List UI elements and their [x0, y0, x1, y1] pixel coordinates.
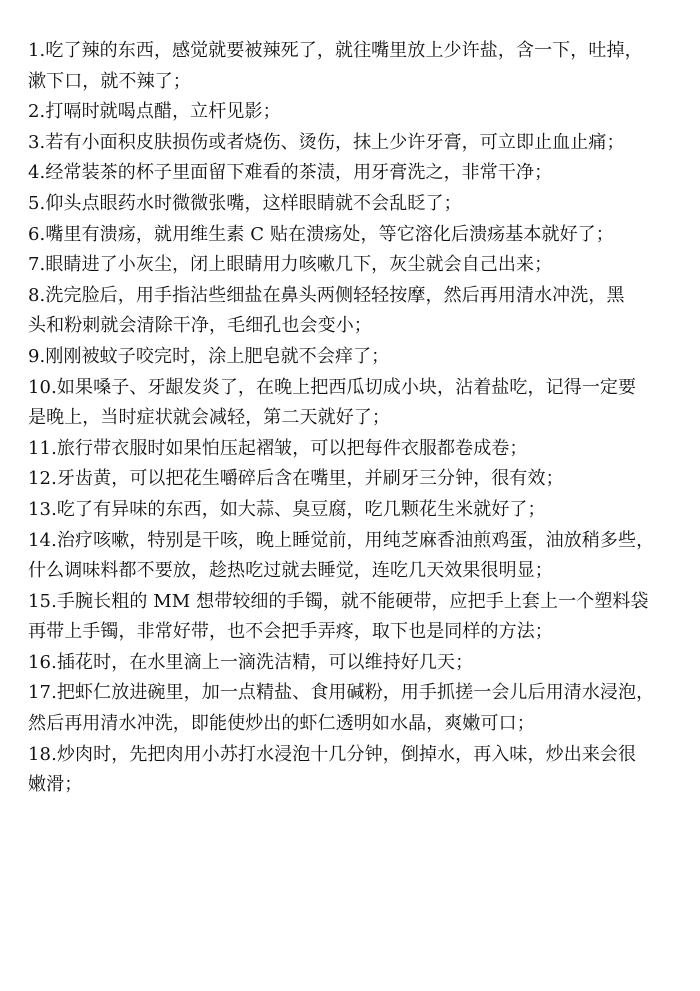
tip-item	[28, 189, 686, 220]
tip-item	[28, 587, 686, 648]
tip-line: 8.洗完脸后，用手指沾些细盐在鼻头两侧轻轻按摩，然后再用清水冲洗，黑	[28, 284, 625, 306]
tip-line: 4.经常装茶的杯子里面留下难看的茶渍，用牙膏洗之，非常干净；	[28, 162, 553, 184]
tip-line: 10.如果嗓子、牙龈发炎了，在晚上把西瓜切成小块，沾着盐吃，记得一定要	[28, 376, 637, 398]
tip-line: 漱下口，就不辣了；	[28, 70, 191, 92]
tip-item	[28, 373, 686, 434]
tip-line: 16.插花时，在水里滴上一滴洗洁精，可以维持好几天；	[28, 651, 474, 673]
tip-line: 1.吃了辣的东西，感觉就要被辣死了，就往嘴里放上少许盐，含一下，吐掉，	[28, 40, 643, 61]
tip-item	[28, 220, 686, 251]
tip-line: 11.旅行带衣服时如果怕压起褶皱，可以把每件衣服都卷成卷；	[28, 437, 528, 459]
tip-line: 6.嘴里有溃疡，就用维生素 C 贴在溃疡处，等它溶化后溃疡基本就好了；	[28, 223, 614, 245]
tip-item	[28, 158, 686, 189]
tips-list	[28, 36, 686, 801]
tip-item	[28, 434, 686, 465]
tip-item	[28, 648, 686, 679]
tip-line: 5.仰头点眼药水时微微张嘴，这样眼睛就不会乱眨了；	[28, 192, 462, 214]
tip-line: 12.牙齿黄，可以把花生嚼碎后含在嘴里，并刷牙三分钟，很有效；	[28, 468, 564, 490]
tip-line: 3.若有小面积皮肤损伤或者烧伤、烫伤，抹上少许牙膏，可立即止血止痛；	[28, 131, 625, 153]
tip-line: 7.眼睛进了小灰尘，闭上眼睛用力咳嗽几下，灰尘就会自己出来；	[28, 254, 553, 276]
tip-line: 什么调味料都不要放，趁热吃过就去睡觉，连吃几天效果很明显；	[28, 560, 553, 582]
tip-line: 13.吃了有异味的东西，如大蒜、臭豆腐，吃几颗花生米就好了；	[28, 498, 546, 520]
tip-line: 是晚上，当时症状就会减轻，第二天就好了；	[28, 407, 390, 429]
tip-item	[28, 250, 686, 281]
tip-item	[28, 495, 686, 526]
tip-line: 17.把虾仁放进碗里，加一点精盐、食用碱粉，用手抓搓一会儿后用清水浸泡，	[28, 682, 655, 704]
tip-item	[28, 526, 686, 587]
tip-line: 15.手腕长粗的 MM 想带较细的手镯，就不能硬带，应把手上套上一个塑料袋	[28, 590, 649, 612]
tip-line: 再带上手镯，非常好带，也不会把手弄疼，取下也是同样的方法；	[28, 621, 553, 643]
tip-line: 9.刚刚被蚊子咬完时，涂上肥皂就不会痒了；	[28, 345, 390, 367]
tip-item	[28, 678, 686, 739]
tip-line: 然后再用清水冲洗，即能使炒出的虾仁透明如水晶，爽嫩可口；	[28, 713, 535, 735]
tip-line: 18.炒肉时，先把肉用小苏打水浸泡十几分钟，倒掉水，再入味，炒出来会很	[28, 743, 637, 765]
tip-item	[28, 128, 686, 159]
tip-item	[28, 281, 686, 342]
tip-item	[28, 464, 686, 495]
tip-item	[28, 97, 686, 128]
tip-line: 2.打嗝时就喝点醋，立杆见影；	[28, 101, 281, 123]
tip-item	[28, 740, 686, 801]
tip-item	[28, 36, 686, 97]
tip-line: 嫩滑；	[28, 774, 83, 796]
tip-line: 14.治疗咳嗽，特别是干咳，晚上睡觉前，用纯芝麻香油煎鸡蛋，油放稍多些，	[28, 529, 655, 551]
tip-item	[28, 342, 686, 373]
tip-line: 头和粉刺就会清除干净，毛细孔也会变小；	[28, 315, 372, 337]
